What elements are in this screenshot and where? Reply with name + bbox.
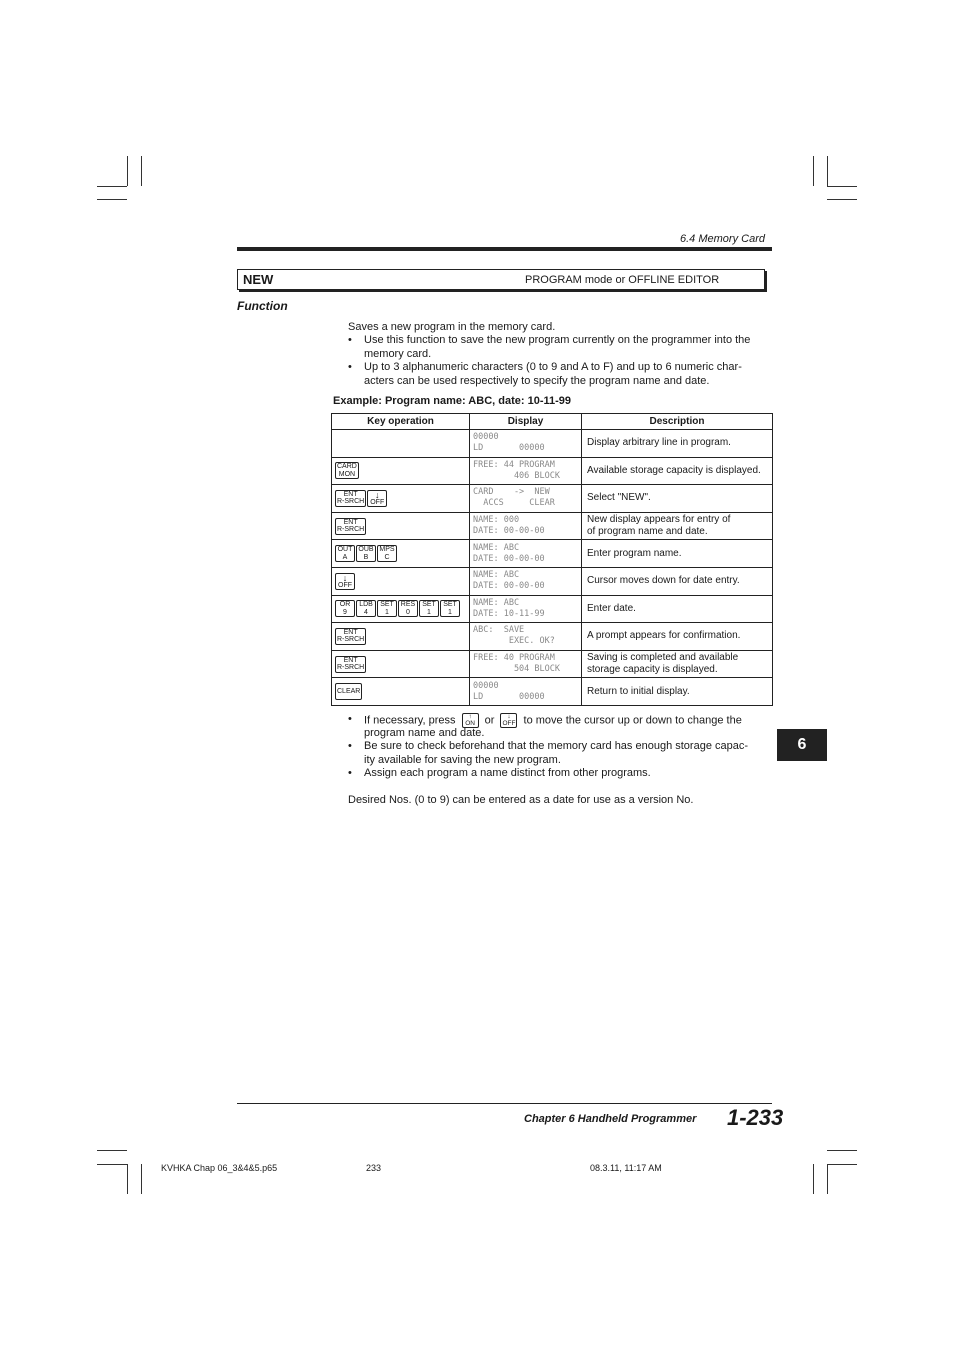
command-mode: PROGRAM mode or OFFLINE EDITOR xyxy=(525,274,720,286)
crop-mark xyxy=(827,1164,828,1194)
key-operation-cell xyxy=(332,540,470,568)
key-button-icon: ENT R-SRCH xyxy=(337,490,365,506)
chapter-tab: 6 xyxy=(777,729,827,761)
running-header: 6.4 Memory Card xyxy=(680,233,765,245)
key-button-icon: CLEAR xyxy=(335,683,362,700)
display-cell: NAME: ABC DATE: 00-00-00 xyxy=(470,567,582,595)
print-timestamp: 08.3.11, 11:17 AM xyxy=(590,1163,662,1173)
crop-mark xyxy=(827,1150,857,1151)
footer-chapter: Chapter 6 Handheld Programmer xyxy=(524,1113,697,1125)
description-cell: Cursor moves down for date entry. xyxy=(582,567,773,595)
display-cell: 00000 LD 00000 xyxy=(470,678,582,706)
column-header: Display xyxy=(470,414,582,430)
display-cell: NAME: ABC DATE: 00-00-00 xyxy=(470,540,582,568)
key-button-icon: RES 0 xyxy=(398,600,418,617)
table-row xyxy=(332,623,773,651)
table-row xyxy=(332,567,773,595)
description-cell: New display appears for entry of of program name and date. xyxy=(582,512,773,540)
table-row xyxy=(332,595,773,623)
header-rule xyxy=(237,247,772,251)
crop-mark xyxy=(97,199,127,200)
column-header: Key operation xyxy=(332,414,470,430)
page-number: 1-233 xyxy=(727,1105,784,1130)
down-key-icon: ↓ OFF xyxy=(502,713,516,727)
table-row xyxy=(332,512,773,540)
display-cell: FREE: 40 PROGRAM 504 BLOCK xyxy=(470,650,582,678)
intro-text: Saves a new program in the memory card. xyxy=(348,321,556,333)
crop-mark xyxy=(827,1164,857,1165)
crop-mark xyxy=(813,156,814,186)
key-operation-cell xyxy=(332,457,470,485)
key-button-icon: OUT A xyxy=(335,545,355,562)
display-cell: ABC: SAVE EXEC. OK? xyxy=(470,623,582,651)
crop-mark xyxy=(127,1164,128,1194)
key-button-icon: LDB 4 xyxy=(356,600,376,617)
display-cell: NAME: 000 DATE: 00-00-00 xyxy=(470,512,582,540)
key-button-icon: CARD MON xyxy=(337,463,357,478)
display-cell: FREE: 44 PROGRAM 406 BLOCK xyxy=(470,457,582,485)
key-operation-cell xyxy=(332,567,470,595)
table-row xyxy=(332,485,773,513)
note-text: Desired Nos. (0 to 9) can be entered as a date for use as a version No. xyxy=(348,794,694,806)
description-cell: Select "NEW". xyxy=(582,485,773,513)
footer-rule xyxy=(237,1103,772,1104)
key-operation-cell xyxy=(332,678,470,706)
print-page-number: 233 xyxy=(366,1163,382,1173)
key-button-icon: ENT R-SRCH xyxy=(337,518,365,534)
crop-mark xyxy=(97,1150,127,1151)
up-key-icon: ↑ ON xyxy=(462,713,479,728)
file-name: KVHKA Chap 06_3&4&5.p65 xyxy=(161,1163,278,1173)
key-operation-table xyxy=(331,413,773,706)
description-cell: Enter program name. xyxy=(582,540,773,568)
function-heading: Function xyxy=(237,299,288,313)
crop-mark xyxy=(97,186,127,187)
display-cell: 00000 LD 00000 xyxy=(470,430,582,458)
table-row xyxy=(332,678,773,706)
crop-mark xyxy=(827,156,828,186)
key-operation-cell xyxy=(332,650,470,678)
description-cell: Saving is completed and available storage capacity is displayed. xyxy=(582,650,773,678)
example-caption: Example: Program name: ABC, date: 10-11-99 xyxy=(333,395,572,407)
key-operation-cell xyxy=(332,512,470,540)
key-operation-cell xyxy=(332,623,470,651)
key-button-icon: OUB B xyxy=(356,545,376,562)
key-operation-cell xyxy=(332,430,470,458)
crop-mark xyxy=(813,1164,814,1194)
key-button-icon: SET 1 xyxy=(377,600,397,617)
command-title: NEW xyxy=(243,272,274,287)
key-operation-cell xyxy=(332,485,470,513)
crop-mark xyxy=(141,1164,142,1194)
crop-mark xyxy=(97,1164,127,1165)
display-cell: NAME: ABC DATE: 10-11-99 xyxy=(470,595,582,623)
key-button-icon: ↓ OFF xyxy=(367,490,387,507)
table-row xyxy=(332,650,773,678)
crop-mark xyxy=(127,156,128,186)
description-cell: A prompt appears for confirmation. xyxy=(582,623,773,651)
column-header: Description xyxy=(582,414,773,430)
command-title-box xyxy=(237,269,765,290)
table-row xyxy=(332,540,773,568)
crop-mark xyxy=(827,199,857,200)
key-button-icon: ↓ OFF xyxy=(335,573,355,590)
table-row xyxy=(332,457,773,485)
table-row xyxy=(332,430,773,458)
key-operation-cell xyxy=(332,595,470,623)
crop-mark xyxy=(827,186,857,187)
description-cell: Display arbitrary line in program. xyxy=(582,430,773,458)
crop-mark xyxy=(141,156,142,186)
key-button-icon: ENT R-SRCH xyxy=(337,656,365,672)
description-cell: Available storage capacity is displayed. xyxy=(582,457,773,485)
key-button-icon: MPS C xyxy=(377,545,397,562)
description-cell: Return to initial display. xyxy=(582,678,773,706)
description-cell: Enter date. xyxy=(582,595,773,623)
key-button-icon: SET 1 xyxy=(440,600,460,617)
display-cell: CARD -> NEW ACCS CLEAR xyxy=(470,485,582,513)
key-button-icon: SET 1 xyxy=(419,600,439,617)
key-button-icon: OR 9 xyxy=(335,600,355,617)
key-button-icon: ENT R-SRCH xyxy=(337,628,365,644)
